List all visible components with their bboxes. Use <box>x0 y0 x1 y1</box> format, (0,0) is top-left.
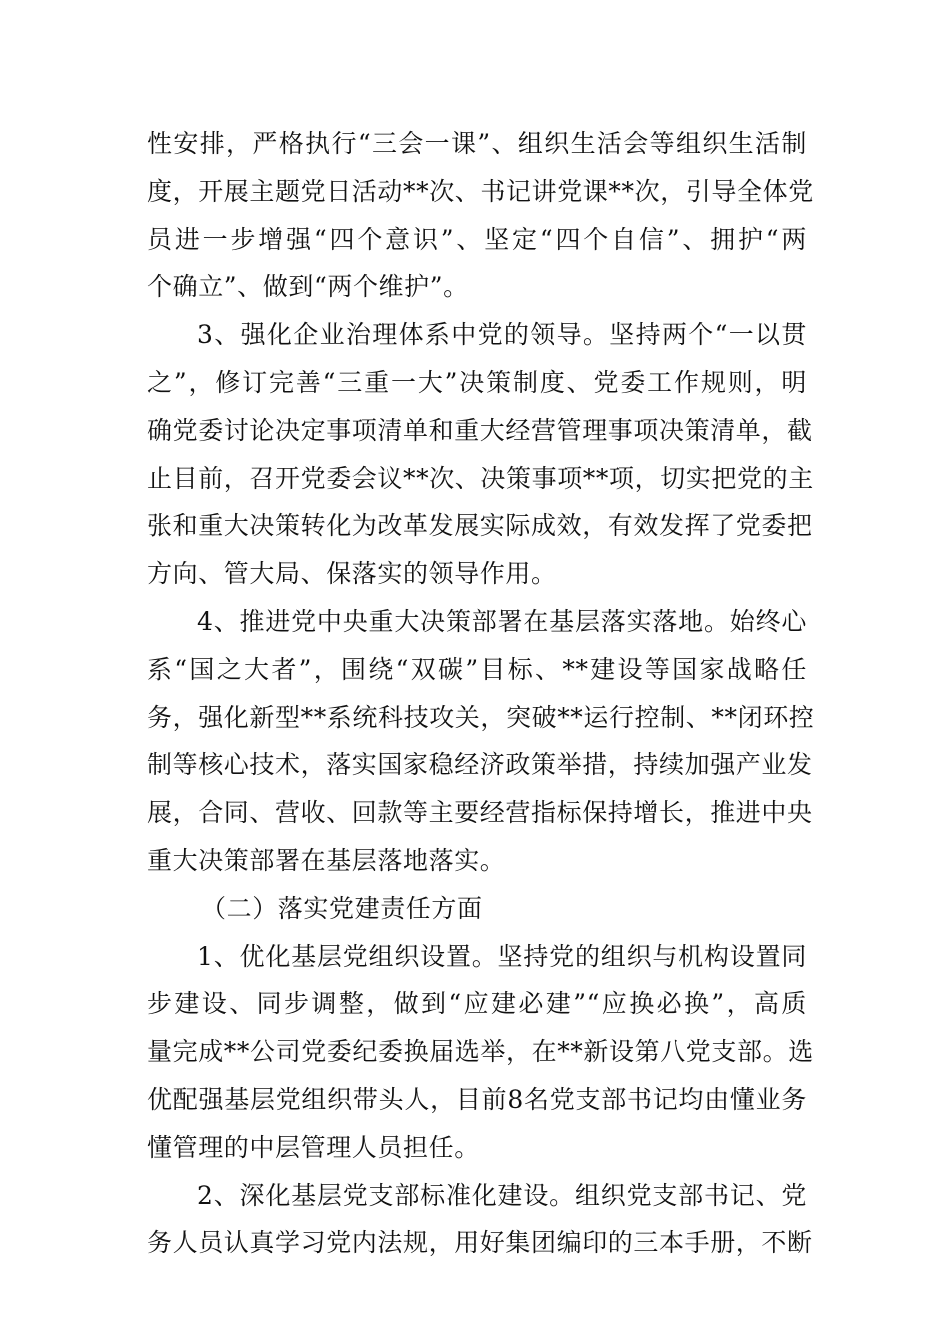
text-line: 确党委讨论决定事项清单和重大经营管理事项决策清单，截 <box>147 415 813 445</box>
text-line: 张和重大决策转化为改革发展实际成效，有效发挥了党委把 <box>147 511 813 541</box>
text-line: 止目前，召开党委会议**次、决策事项**项，切实把党的主 <box>147 463 814 493</box>
document-body <box>147 120 815 1267</box>
text-line: 步建设、同步调整，做到“应建必建”“应换必换”，高质 <box>147 989 807 1019</box>
text-line: 制等核心技术，落实国家稳经济政策举措，持续加强产业发 <box>147 750 813 780</box>
text-line: 性安排，严格执行“三会一课”、组织生活会等组织生活制 <box>147 129 807 158</box>
text-line: 展，合同、营收、回款等主要经营指标保持增长，推进中央 <box>147 798 813 828</box>
paragraph-1-first-line: 1、优化基层党组织设置。坚持党的组织与机构设置同 <box>197 941 807 971</box>
text-line: 个确立”、做到“两个维护”。 <box>147 272 469 302</box>
text-line: 优配强基层党组织带头人，目前8名党支部书记均由懂业务 <box>147 1084 807 1114</box>
text-line: 重大决策部署在基层落地落实。 <box>147 845 506 875</box>
paragraph-4-first-line: 4、推进党中央重大决策部署在基层落实落地。始终心 <box>197 606 807 636</box>
text-line: 量完成**公司党委纪委换届选举，在**新设第八党支部。选 <box>147 1037 814 1067</box>
section-heading: （二）落实党建责任方面 <box>201 893 483 923</box>
text-line: 度，开展主题党日活动**次、书记讲党课**次，引导全体党 <box>147 176 814 206</box>
text-line: 系“国之大者”，围绕“双碳”目标、**建设等国家战略任 <box>147 654 807 684</box>
text-line: 懂管理的中层管理人员担任。 <box>147 1132 480 1162</box>
paragraph-3-first-line: 3、强化企业治理体系中党的领导。坚持两个“一以贯 <box>197 320 807 350</box>
text-line: 方向、管大局、保落实的领导作用。 <box>147 559 557 589</box>
text-line: 之”，修订完善“三重一大”决策制度、党委工作规则，明 <box>147 367 807 397</box>
text-line: 员进一步增强“四个意识”、坚定“四个自信”、拥护“两 <box>147 224 807 254</box>
text-line: 务，强化新型**系统科技攻关，突破**运行控制、**闭环控 <box>147 702 815 732</box>
paragraph-2-first-line: 2、深化基层党支部标准化建设。组织党支部书记、党 <box>197 1180 807 1210</box>
text-line: 务人员认真学习党内法规，用好集团编印的三本手册，不断 <box>147 1228 813 1258</box>
